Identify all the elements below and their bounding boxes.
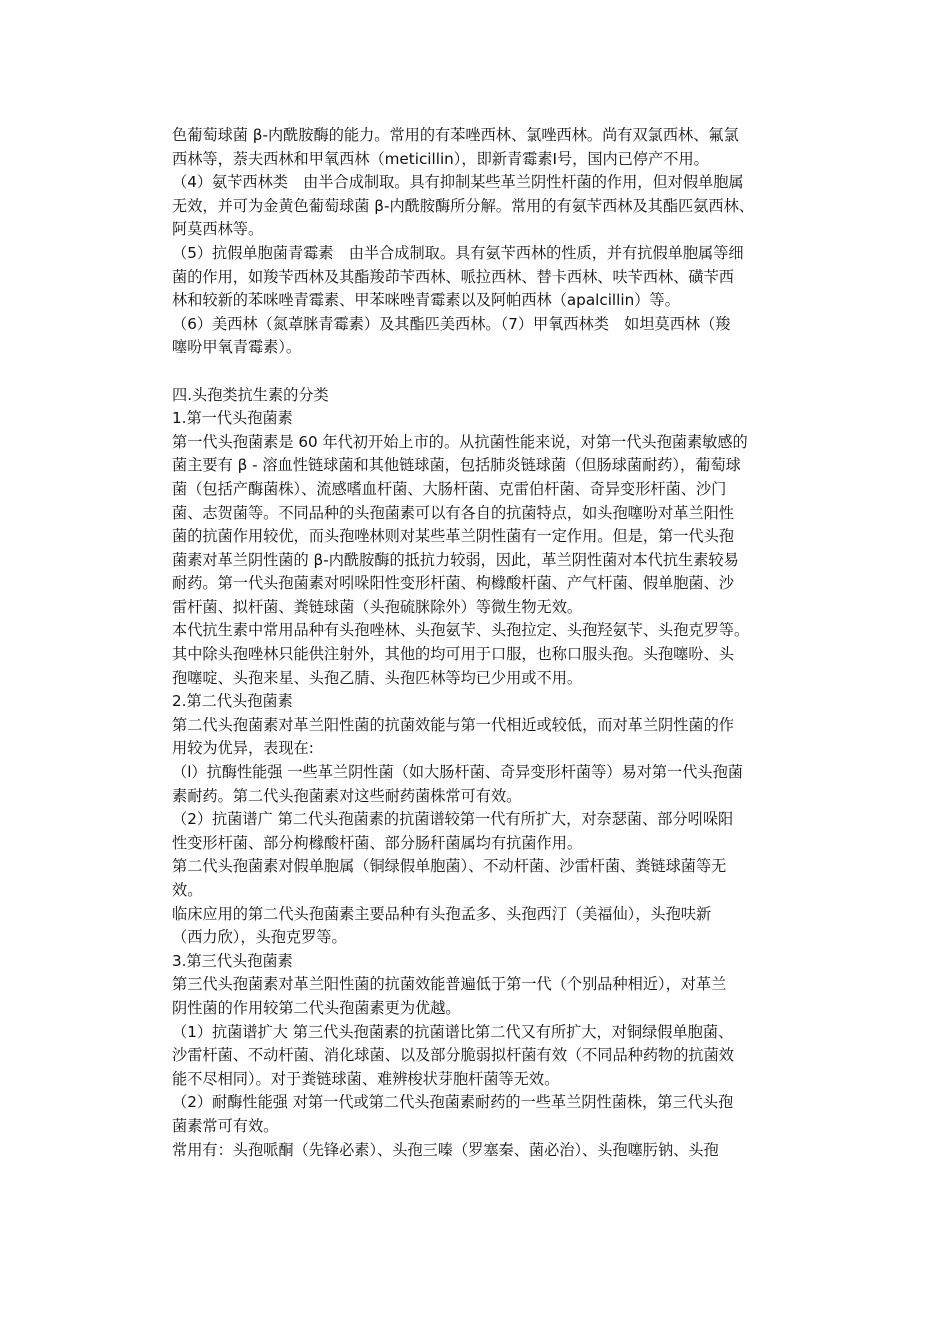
text-line: 效。 bbox=[172, 881, 203, 899]
text-line: （4）氨苄西林类 由半合成制取。具有抑制某些革兰阴性杆菌的作用，但对假单胞属 bbox=[172, 173, 744, 192]
document-body bbox=[172, 124, 812, 1162]
text-line: （2）抗菌谱广 第二代头孢菌素的抗菌谱较第一代有所扩大，对奈瑟菌、部分吲哚阳 bbox=[172, 810, 734, 829]
text-line: 菌（包括产酶菌株）、流感嗜血杆菌、大肠杆菌、克雷伯杆菌、奇异变形杆菌、沙门 bbox=[172, 479, 727, 498]
text-line: 噻吩甲氧青霉素）。 bbox=[172, 338, 302, 357]
text-line: 雷杆菌、拟杆菌、粪链球菌（头孢硫脒除外）等微生物无效。 bbox=[172, 597, 583, 616]
text-line: 第二代头孢菌素对革兰阳性菌的抗菌效能与第一代相近或较低，而对革兰阴性菌的作 bbox=[172, 715, 734, 734]
text-line: 1.第一代头孢菌素 bbox=[172, 409, 293, 428]
text-line: 性变形杆菌、部分枸橼酸杆菌、部分肠秆菌属均有抗菌作用。 bbox=[172, 833, 583, 852]
text-line: 本代抗生素中常用品种有头孢唑林、头孢氨苄、头孢拉定、头孢羟氨苄、头孢克罗等。 bbox=[172, 621, 750, 640]
text-line: （6）美西林（氮䓬脒青霉素）及其酯匹美西林。（7）甲氧西林类 如坦莫西林（羧 bbox=[172, 314, 731, 333]
text-line: 林和较新的苯咪唑青霉素、甲苯咪唑青霉素以及阿帕西林（apalcillin）等。 bbox=[172, 291, 680, 310]
text-line: 耐药。第一代头孢菌素对吲哚阳性变形杆菌、枸橼酸杆菌、产气杆菌、假单胞菌、沙 bbox=[172, 574, 734, 593]
text-line: 菌的抗菌作用较优，而头孢唑林则对某些革兰阴性菌有一定作用。但是，第一代头孢 bbox=[172, 527, 734, 546]
blank-line bbox=[172, 360, 812, 384]
text-line: 第三代头孢菌素对革兰阳性菌的抗菌效能普遍低于第一代（个别品种相近），对革兰 bbox=[172, 975, 727, 994]
text-line: 其中除头孢唑林只能供注射外，其他的均可用于口服，也称口服头孢。头孢噻吩、头 bbox=[172, 645, 734, 664]
text-line: （1）抗菌谱扩大 第三代头孢菌素的抗菌谱比第二代又有所扩大，对铜绿假单胞菌、 bbox=[172, 1022, 734, 1041]
text-line: 西林等，萘夫西林和甲氧西林（meticillin），即新青霉素Ⅰ号，国内已停产不用。 bbox=[172, 149, 709, 168]
text-line: 能不尽相同）。对于粪链球菌、难辨梭状芽胞杆菌等无效。 bbox=[172, 1069, 560, 1088]
text-line: 菌的作用，如羧苄西林及其酯羧茚苄西林、哌拉西林、替卡西林、呋苄西林、磺苄西 bbox=[172, 267, 734, 286]
text-line: 阴性菌的作用较第二代头孢菌素更为优越。 bbox=[172, 998, 461, 1017]
text-line: 素耐药。第二代头孢菌素对这些耐药菌株常可有效。 bbox=[172, 786, 522, 805]
text-line: （5）抗假单胞菌青霉素 由半合成制取。具有氨苄西林的性质，并有抗假单胞属等细 bbox=[172, 243, 744, 262]
text-line: 第二代头孢菌素对假单胞属（铜绿假单胞菌）、不动杆菌、沙雷杆菌、粪链球菌等无 bbox=[172, 857, 727, 876]
text-line: 无效，并可为金黄色葡萄球菌 β-内酰胺酶所分解。常用的有氨苄西林及其酯匹氨西林、 bbox=[172, 196, 754, 215]
text-line: 色葡萄球菌 β-内酰胺酶的能力。常用的有苯唑西林、氯唑西林。尚有双氯西林、氟氯 bbox=[172, 126, 739, 144]
text-line: 菌素对革兰阴性菌的 β-内酰胺酶的抵抗力较弱，因此，革兰阴性菌对本代抗生素较易 bbox=[172, 550, 739, 569]
text-line: （西力欣），头孢克罗等。 bbox=[172, 928, 347, 947]
text-line: 菌、志贺菌等。不同品种的头孢菌素可以有各自的抗菌特点，如头孢噻吩对革兰阳性 bbox=[172, 503, 734, 522]
text-line: 菌主要有 β - 溶血性链球菌和其他链球菌，包括肺炎链球菌（但肠球菌耐药），葡萄球 bbox=[172, 456, 741, 475]
text-line: 常用有：头孢哌酮（先锋必素）、头孢三嗪（罗塞秦、菌必治）、头孢噻肟钠、头孢 bbox=[172, 1140, 719, 1159]
text-line: 阿莫西林等。 bbox=[172, 220, 264, 239]
text-line: （2）耐酶性能强 对第一代或第二代头孢菌素耐药的一些革兰阴性菌株，第三代头孢 bbox=[172, 1093, 734, 1112]
text-line: 3.第三代头孢菌素 bbox=[172, 951, 293, 970]
text-line: 用较为优异，表现在: bbox=[172, 739, 314, 758]
text-line: 第一代头孢菌素是 60 年代初开始上市的。从抗菌性能来说，对第一代头孢菌素敏感的 bbox=[172, 432, 748, 451]
text-line: 菌素常可有效。 bbox=[172, 1116, 279, 1135]
text-line: （l）抗酶性能强 一些革兰阴性菌（如大肠杆菌、奇异变形杆菌等）易对第一代头孢菌 bbox=[172, 763, 743, 782]
text-line: 2.第二代头孢菌素 bbox=[172, 692, 293, 711]
text-line: 临床应用的第二代头孢菌素主要品种有头孢孟多、头孢西汀（美福仙），头孢呋新 bbox=[172, 904, 712, 923]
text-line: 沙雷杆菌、不动杆菌、消化球菌、以及部分脆弱拟杆菌有效（不同品种药物的抗菌效 bbox=[172, 1046, 734, 1065]
text-line: 孢噻啶、头孢来星、头孢乙腈、头孢匹林等均已少用或不用。 bbox=[172, 668, 583, 687]
text-line: 四.头孢类抗生素的分类 bbox=[172, 385, 329, 404]
